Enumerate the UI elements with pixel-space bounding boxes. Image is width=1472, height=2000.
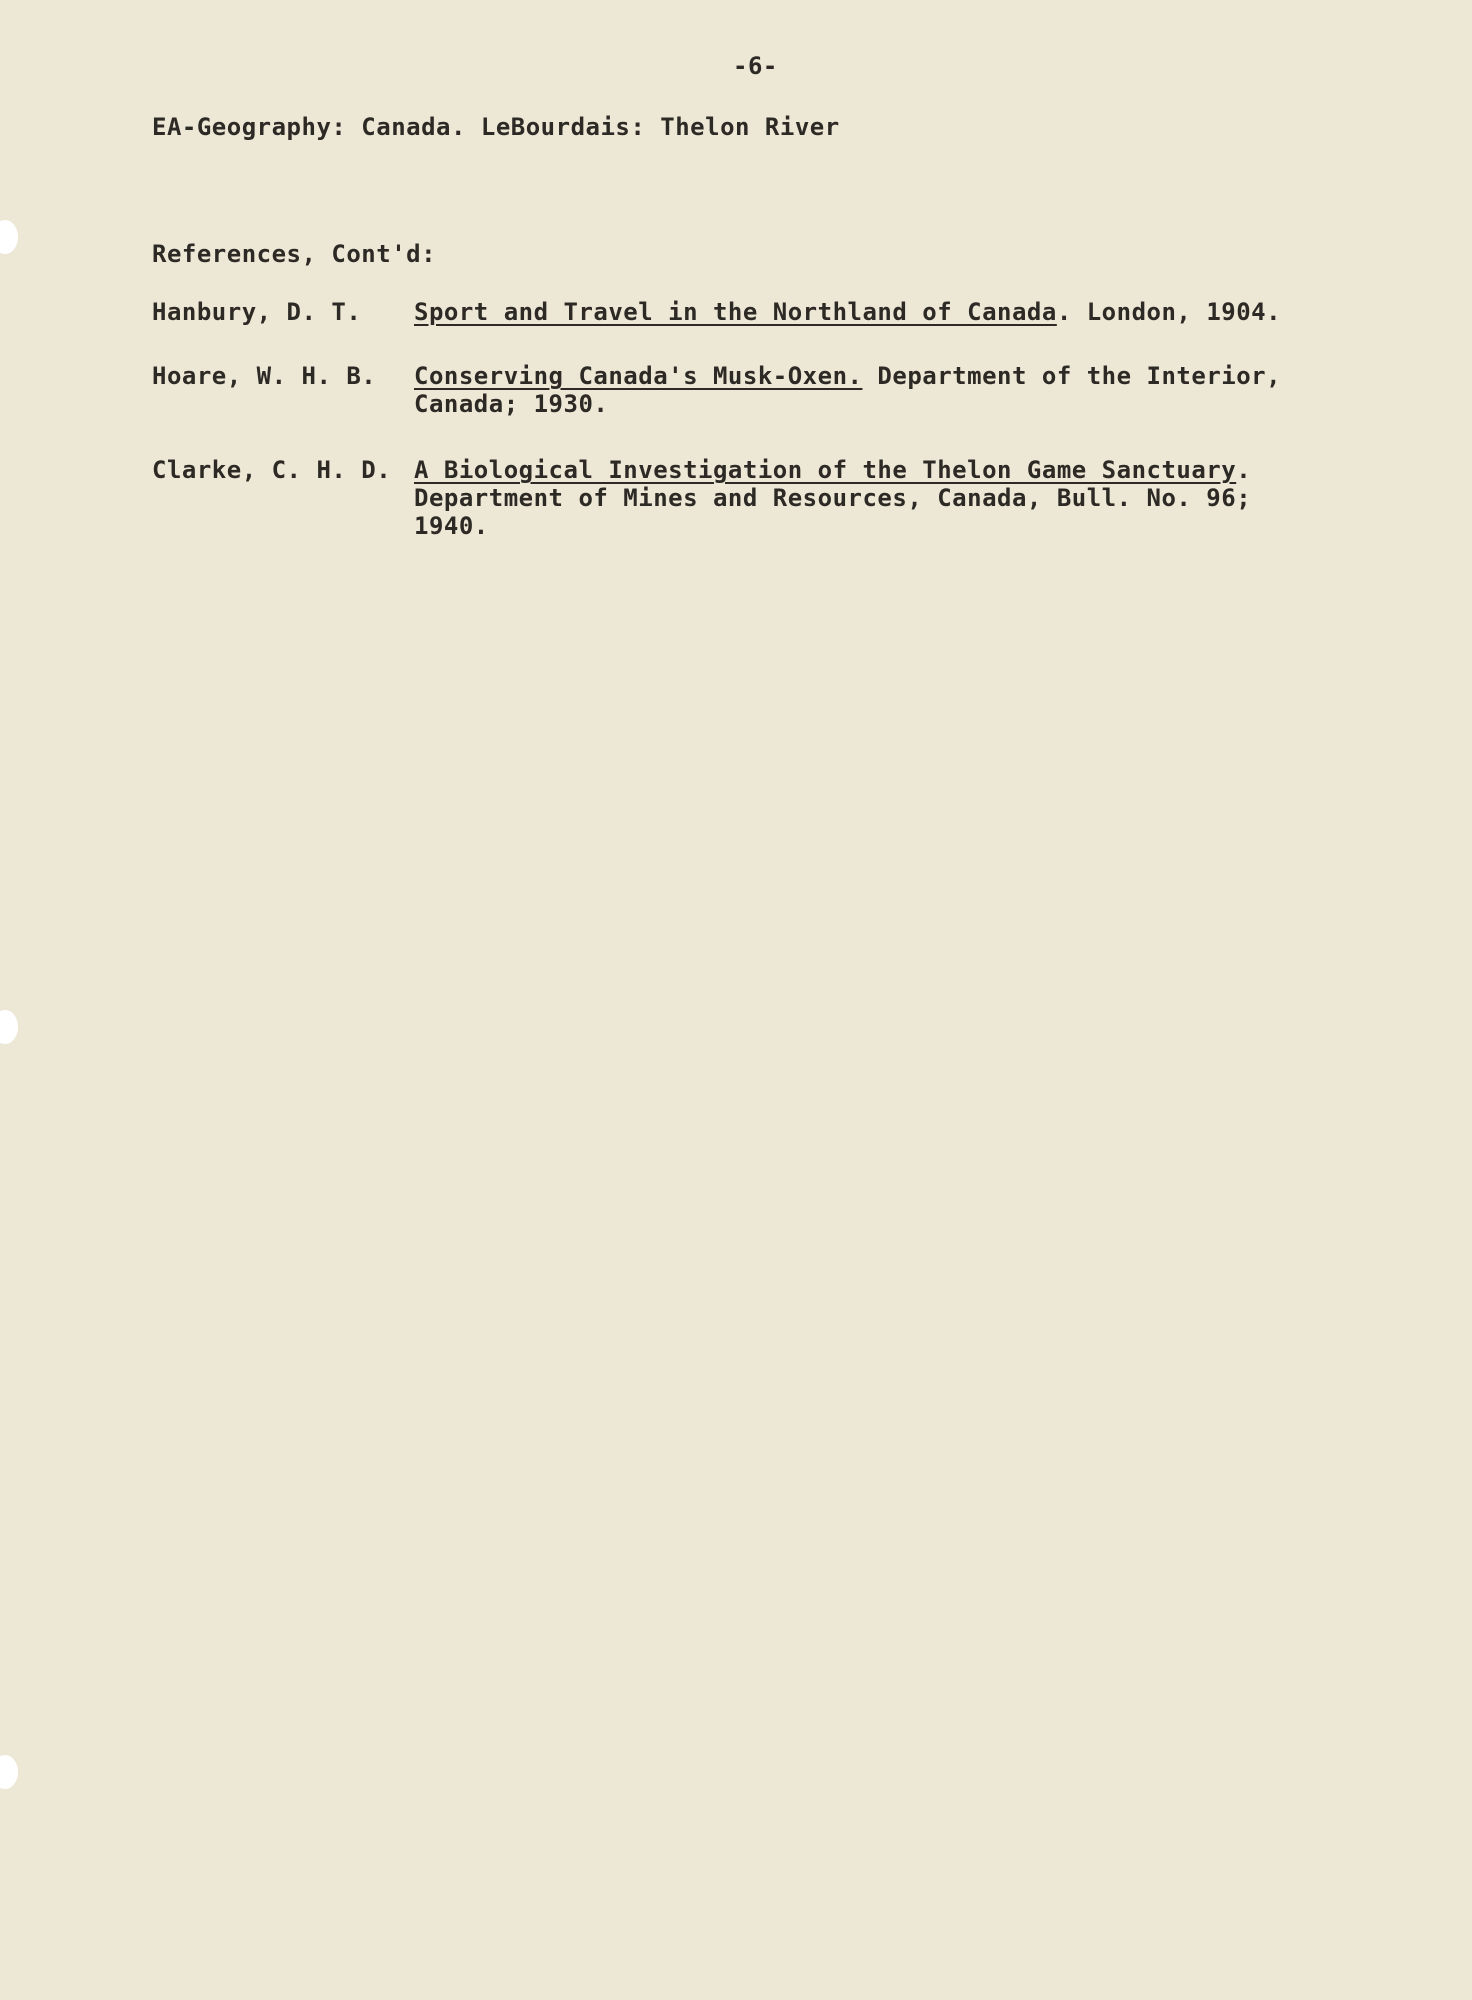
reference-author: Hanbury, D. T. <box>152 298 362 326</box>
reference-publication: Department of the Interior, <box>862 362 1282 390</box>
reference-continuation: 1940. <box>414 512 489 540</box>
reference-publication: . London, 1904. <box>1056 298 1282 326</box>
reference-title: A Biological Investigation of the Thelon Game Sanctuary <box>414 456 1237 484</box>
punch-hole <box>0 1755 18 1789</box>
reference-entry <box>414 296 1281 328</box>
reference-author: Clarke, C. H. D. <box>152 456 392 484</box>
punch-hole <box>0 1010 18 1044</box>
reference-continuation: Canada; 1930. <box>414 390 609 418</box>
references-heading: References, Cont'd: <box>152 240 437 268</box>
punch-hole <box>0 220 18 254</box>
reference-publication: . <box>1236 456 1252 484</box>
reference-title: Sport and Travel in the Northland of Canada <box>414 298 1057 326</box>
page-number: -6- <box>733 52 778 80</box>
reference-continuation: Department of Mines and Resources, Canada, Bull. No. 96; <box>414 484 1252 512</box>
reference-title: Conserving Canada's Musk-Oxen. <box>414 362 863 390</box>
page-header: EA-Geography: Canada. LeBourdais: Thelon River <box>152 113 840 141</box>
reference-author: Hoare, W. H. B. <box>152 362 377 390</box>
